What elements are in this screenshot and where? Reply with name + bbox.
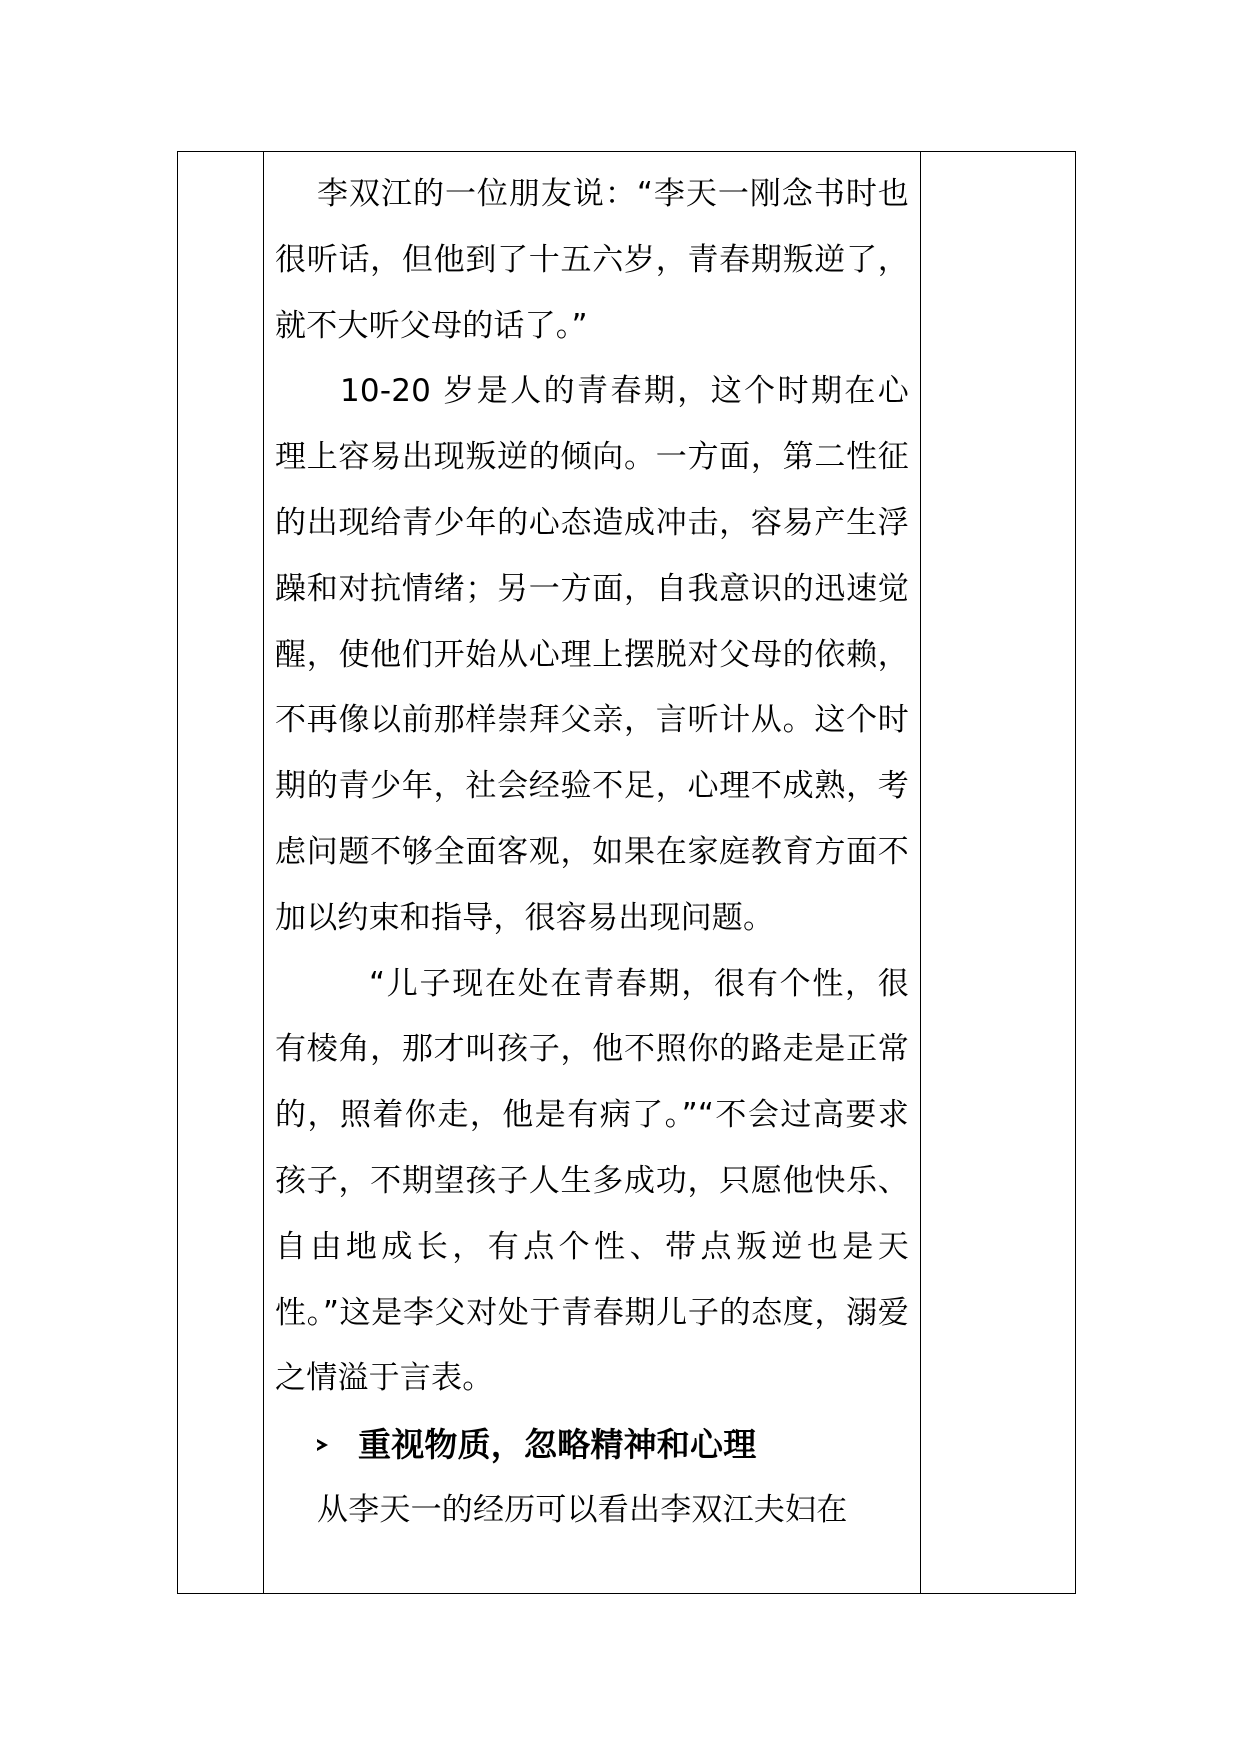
- bullet-heading: [275, 1412, 909, 1478]
- document-table: [177, 151, 1076, 1594]
- main-content-cell: [264, 152, 921, 1594]
- paragraph-adolescence: 10-20 岁是人的青春期，这个时期在心理上容易出现叛逆的倾向。一方面，第二性征的出现给青少年的心态造成冲击，容易产生浮躁和对抗情绪；另一方面，自我意识的迅速觉醒，使他们开始从心理上摆脱对父母的依赖，不再像以前那样崇拜父亲，言听计从。这个时期的青少年，社会经验不足，心理不成熟，考虑问题不够全面客观，如果在家庭教育方面不加以约束和指导，很容易出现问题。: [275, 373, 909, 936]
- paragraph-father-attitude: “儿子现在处在青春期，很有个性，很有棱角，那才叫孩子，他不照你的路走是正常的，照着你走，他是有病了。”“不会过高要求孩子，不期望孩子人生多成功，只愿他快乐、自由地成长，有点个性、带点叛逆也是天性。”这是李父对处于青春期儿子的态度，溺爱之情溢于言表。: [275, 965, 909, 1397]
- paragraph-continuation: 从李天一的经历可以看出李双江夫妇在: [317, 1491, 848, 1528]
- bullet-heading-text: 重视物质，忽略精神和心理: [358, 1425, 757, 1465]
- arrow-bullet-icon: [317, 1439, 328, 1451]
- left-column-cell: [178, 152, 264, 1594]
- paragraph-quote-friend: 李双江的一位朋友说：“李天一刚念书时也很听话，但他到了十五六岁，青春期叛逆了，就不大听父母的话了。”: [275, 176, 909, 344]
- right-column-cell: [921, 152, 1076, 1594]
- content-body: [264, 152, 920, 1544]
